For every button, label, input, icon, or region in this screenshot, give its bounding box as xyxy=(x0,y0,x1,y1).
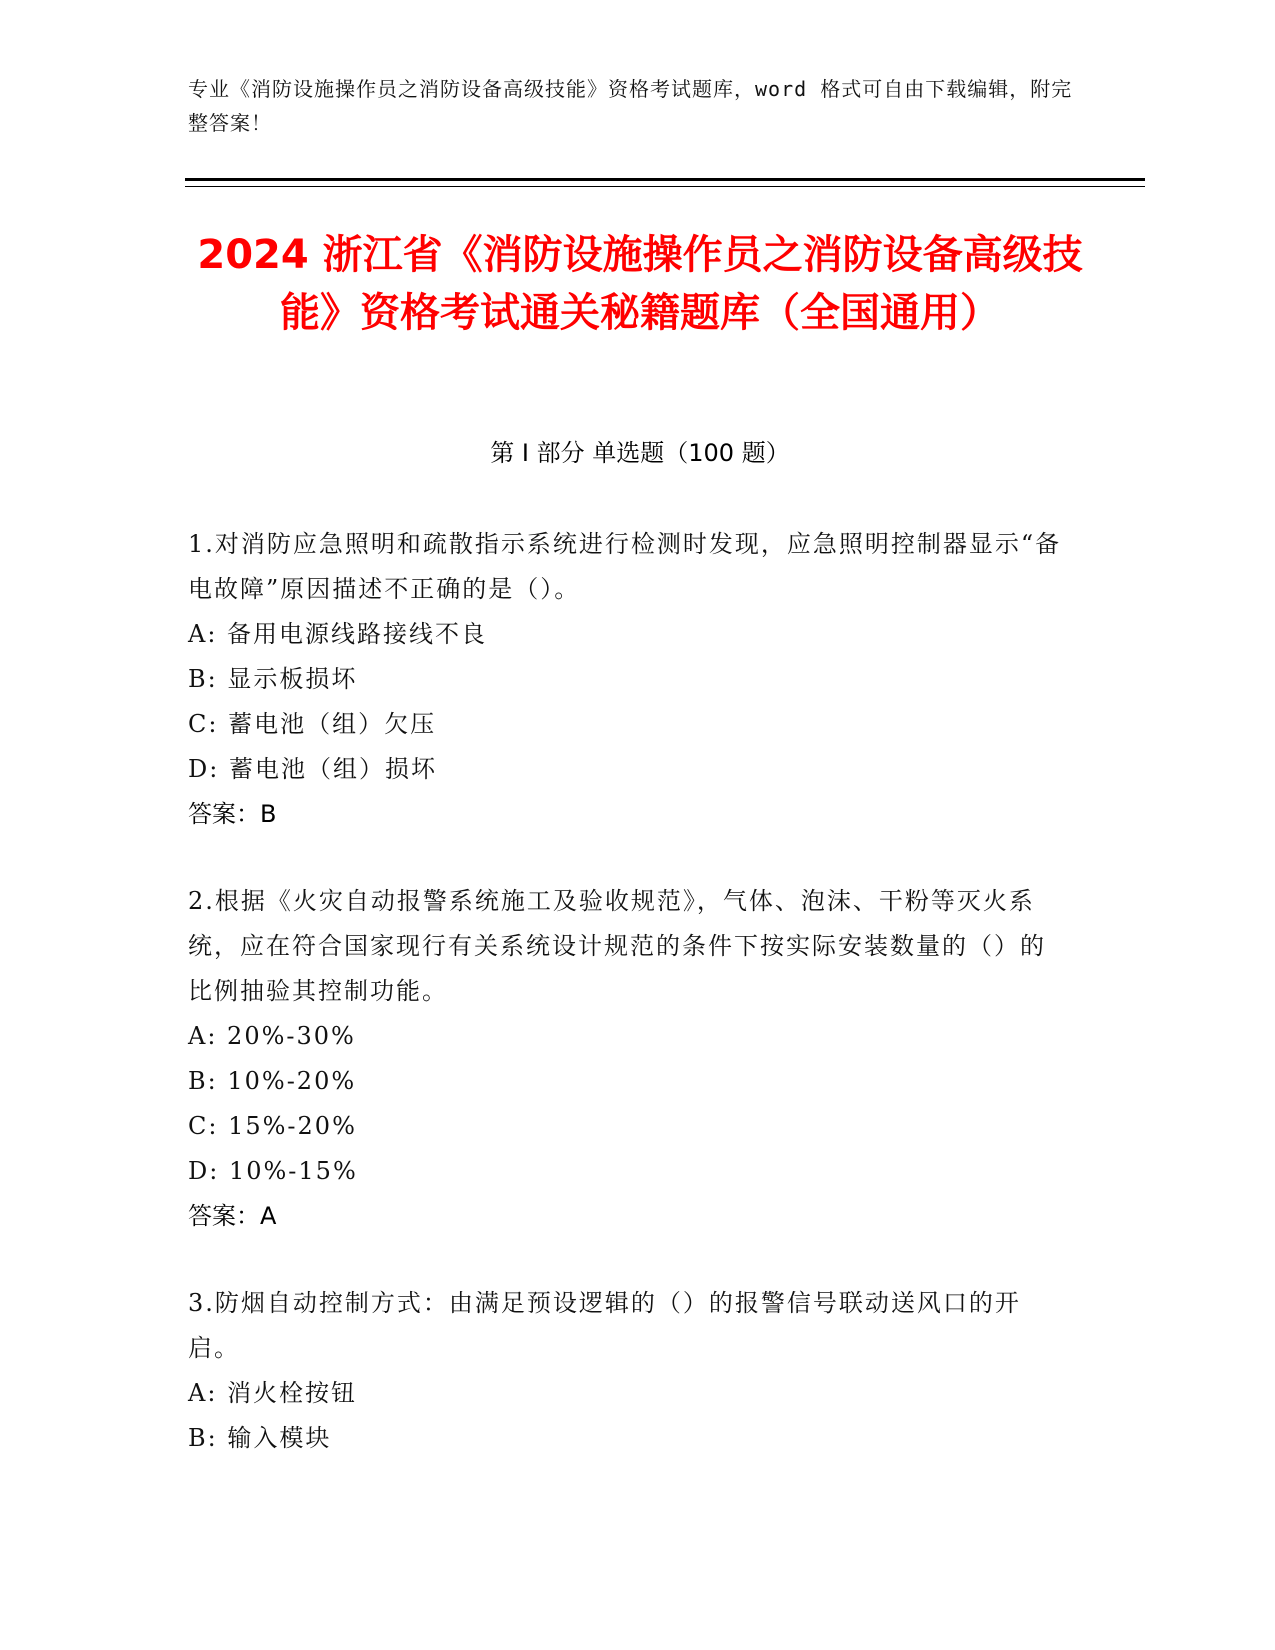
answer: 答案：B xyxy=(188,800,277,828)
option-a: A: 备用电源线路接线不良 xyxy=(188,620,488,648)
section-title: 第 I 部分 单选题（100 题） xyxy=(490,439,790,467)
question-stem: 3.防烟自动控制方式：由满足预设逻辑的（）的报警信号联动送风口的开启。 xyxy=(188,1289,1021,1362)
option-b: B: 显示板损坏 xyxy=(188,665,358,693)
question-list xyxy=(188,522,1068,1503)
question-item xyxy=(188,522,1068,837)
option-a: A: 20%-30% xyxy=(188,1022,356,1050)
option-c: C: 15%-20% xyxy=(188,1112,357,1140)
answer: 答案：A xyxy=(188,1202,277,1230)
question-stem: 1.对消防应急照明和疏散指示系统进行检测时发现，应急照明控制器显示“备电故障”原因描述不正确的是（）。 xyxy=(188,530,1062,603)
option-b: B: 输入模块 xyxy=(188,1424,332,1452)
header-divider-thick xyxy=(185,178,1145,181)
question-item xyxy=(188,1281,1068,1461)
question-stem: 2.根据《火灾自动报警系统施工及验收规范》，气体、泡沫、干粉等灭火系统，应在符合国家现行有关系统设计规范的条件下按实际安装数量的（）的比例抽验其控制功能。 xyxy=(188,887,1046,1005)
document-header-note: 专业《消防设施操作员之消防设备高级技能》资格考试题库，word 格式可自由下载编辑，附完整答案！ xyxy=(188,77,1073,135)
option-a: A: 消火栓按钮 xyxy=(188,1379,358,1407)
question-item xyxy=(188,879,1068,1239)
option-c: C: 蓄电池（组）欠压 xyxy=(188,710,437,738)
option-d: D: 蓄电池（组）损坏 xyxy=(188,755,437,783)
header-divider-thin xyxy=(185,186,1145,187)
document-title: 2024 浙江省《消防设施操作员之消防设备高级技能》资格考试通关秘籍题库（全国通用） xyxy=(197,232,1083,336)
option-d: D: 10%-15% xyxy=(188,1157,358,1185)
option-b: B: 10%-20% xyxy=(188,1067,357,1095)
